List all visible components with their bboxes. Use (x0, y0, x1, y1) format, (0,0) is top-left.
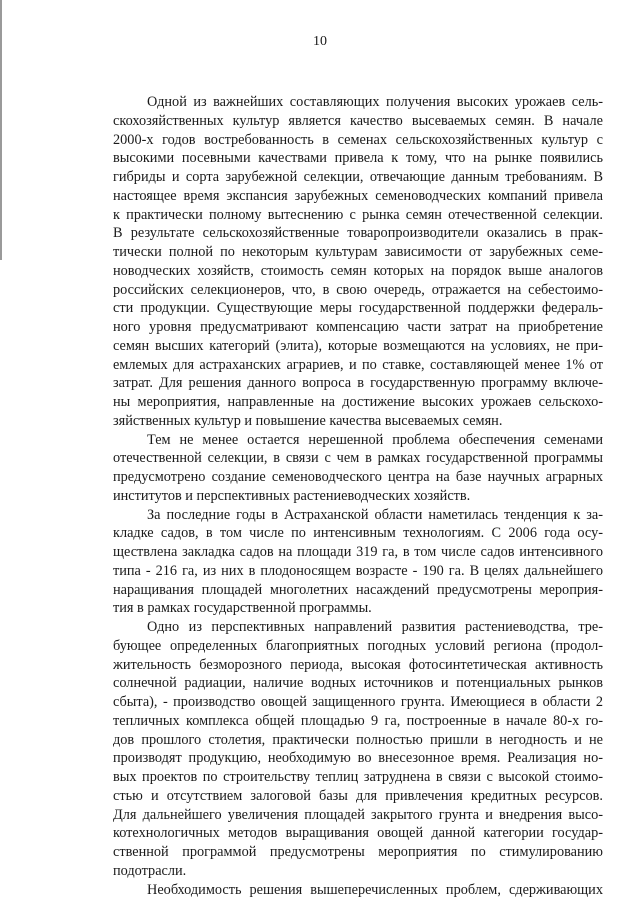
text-line: гибриды и сорта зарубежной селекции, отвечающие данным требованиям. В (113, 169, 603, 185)
text-line: к практически полному вытеснению с рынка семян отечественной селекции. (113, 206, 603, 223)
text-line: затрат. Для решения данного вопроса в государственную программу включе- (113, 375, 603, 392)
text-line: В результате сельскохозяйственные товаропроизводители оказались в прак- (113, 225, 603, 242)
text-line: ного уровня предусматривают компенсацию части затрат на приобретение (113, 319, 603, 335)
text-line: подотрасли. (113, 862, 187, 879)
text-line: семян высших категорий (элита), которые возмещаются на условиях, не при- (113, 337, 603, 354)
text-line: производят продукцию, необходимую во внесезонное время. Реализация но- (113, 750, 603, 767)
text-line: скохозяйственных культур является качество высеваемых семян. В начале (113, 112, 603, 129)
text-line: Тем не менее остается нерешенной проблема обеспечения семенами (147, 431, 603, 448)
text-line: емлемых для астраханских аграриев, и по ставке, составляющей менее 1% от (113, 356, 603, 373)
text-line: сбыта), - производство овощей защищенного грунта. Имеющиеся в области 2 (113, 694, 603, 710)
text-line: тепличных комплекса общей площадью 9 га, построенные в начале 80-х го- (113, 712, 603, 729)
text-line: ны мероприятия, направленные на достижение высоких урожаев сельскохо- (113, 394, 603, 410)
text-line: российских селекционеров, что, в свою очередь, отражается на себестоимо- (113, 281, 603, 298)
text-line: вых проектов по строительству теплиц затруднена в связи с высокой стоимо- (113, 769, 603, 785)
text-line: типа - 216 га, из них в плодоносящем возрасте - 190 га. В целях дальнейшего (113, 562, 603, 579)
text-line: новодческих хозяйств, стоимость семян которых на порядок выше аналогов (113, 262, 603, 279)
text-line: отечественной селекции, в связи с чем в рамках государственной программы (113, 450, 603, 467)
text-line: 2000-х годов востребованность в семенах сельскохозяйственных культур с (113, 131, 603, 148)
text-line: настоящее время экспансия зарубежных семеноводческих компаний привела (113, 187, 603, 204)
text-line: предусмотрено создание семеноводческого центра на базе научных аграрных (113, 469, 603, 485)
text-line: стью и отсутствием залоговой базы для привлечения кредитных ресурсов. (113, 787, 603, 804)
text-line: котехнологичных методов выращивания овощей данной категории государ- (113, 825, 603, 842)
text-line: зяйственных культур и повышение качества высеваемых семян. (113, 412, 503, 429)
text-line: ществлена закладка садов на площади 319 га, в том числе садов интенсивного (113, 544, 603, 560)
text-line: институтов и перспективных растениеводческих хозяйств. (113, 487, 471, 504)
text-line: кладке садов, в том числе по интенсивным технологиям. С 2006 года осу- (113, 525, 603, 542)
text-line: Для дальнейшего увеличения площадей закрытого грунта и внедрения высо- (113, 806, 603, 823)
text-line: высокими посевными качествами привела к тому, что на рынке появились (113, 150, 603, 167)
text-line: За последние годы в Астраханской области наметилась тенденция к за- (147, 506, 603, 523)
page-number: 10 (313, 34, 327, 49)
text-line: жительность безморозного периода, высокая фотосинтетическая активность (113, 656, 603, 673)
text-line: солнечной радиации, наличие водных источников и потенциальных рынков (113, 675, 603, 692)
text-line: тия в рамках государственной программы. (113, 600, 372, 617)
text-line: тически полной по некоторым культурам зависимости от зарубежных семе- (113, 244, 603, 260)
text-line: Одно из перспективных направлений развития растениеводства, тре- (147, 619, 603, 635)
text-line: Необходимость решения вышеперечисленных проблем, сдерживающих (147, 881, 603, 898)
text-line: наращивания площадей многолетних насаждений предусмотрены мероприя- (113, 581, 603, 598)
text-line: ственной программой предусмотрены мероприятия по стимулированию (113, 844, 603, 860)
text-line: сти продукции. Существующие меры государственной поддержки федераль- (113, 300, 603, 317)
text-line: бующее определенных благоприятных погодных условий региона (продол- (113, 637, 603, 654)
body-text (113, 93, 603, 899)
text-line: дов прошлого столетия, практически полностью пришли в негодность и не (113, 731, 603, 748)
text-line: Одной из важнейших составляющих получения высоких урожаев сель- (147, 94, 603, 110)
